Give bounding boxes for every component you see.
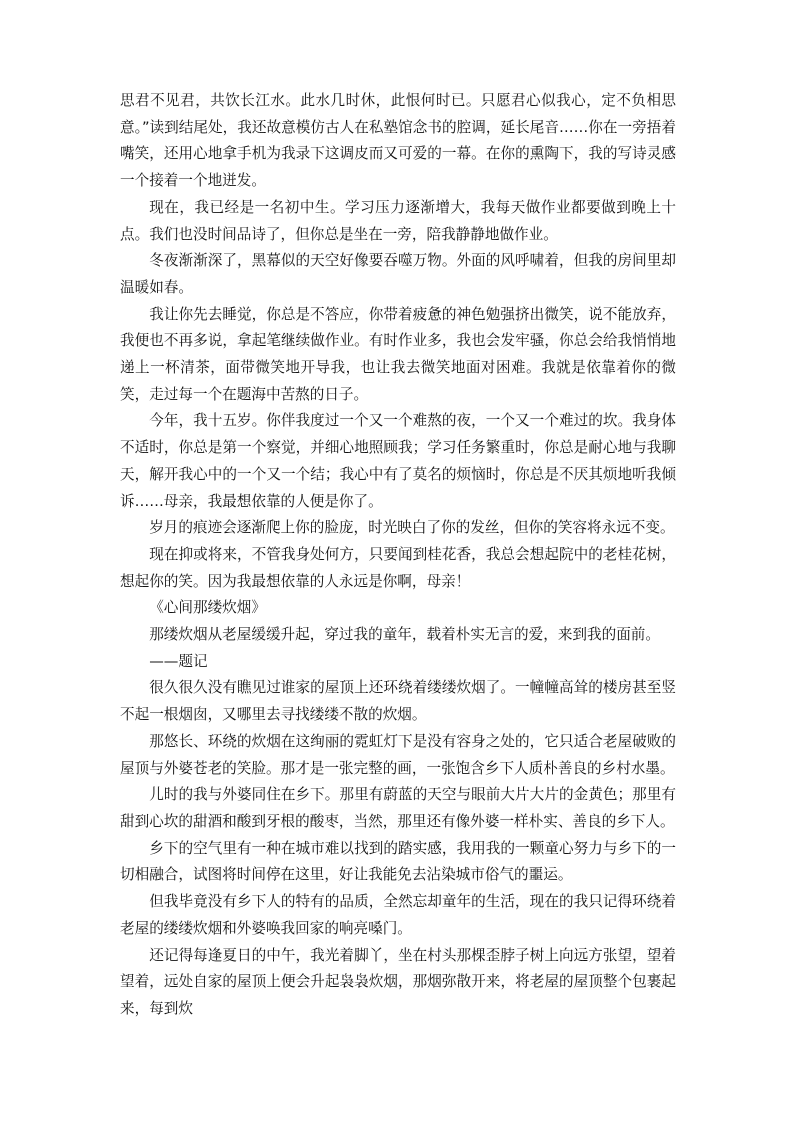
paragraph-16: 还记得每逢夏日的中午，我光着脚丫，坐在村头那棵歪脖子树上向远方张望，望着望着，远处自家的屋顶上便会升起袅袅炊烟，那烟弥散开来，将老屋的屋顶整个包裹起来，每到炊 <box>120 946 676 1017</box>
paragraph-14: 乡下的空气里有一种在城市难以找到的踏实感，我用我的一颗童心努力与乡下的一切相融合，试图将时间停在这里，好让我能免去沾染城市俗气的噩运。 <box>120 839 676 884</box>
paragraph-7: 现在抑或将来，不管我身处何方，只要闻到桂花香，我总会想起院中的老桂花树，想起你的笑。因为我最想依靠的人永远是你啊，母亲！ <box>120 545 676 590</box>
epigraph-label: ——题记 <box>149 652 208 670</box>
document-body <box>120 88 676 1023</box>
paragraph-5: 今年，我十五岁。你伴我度过一个又一个难熬的夜，一个又一个难过的坎。我身体不适时，你总是第一个察觉，并细心地照顾我；学习任务繁重时，你总是耐心地与我聊天，解开我心中的一个又一个结；我心中有了莫名的烦恼时，你总是不厌其烦地听我倾诉……母亲，我最想依靠的人便是你了。 <box>120 412 676 510</box>
essay-title: 《心间那缕炊烟》 <box>149 599 266 617</box>
paragraph-13: 儿时的我与外婆同住在乡下。那里有蔚蓝的天空与眼前大片大片的金黄色；那里有甜到心坎的甜酒和酸到牙根的酸枣，当然，那里还有像外婆一样朴实、善良的乡下人。 <box>120 786 676 830</box>
paragraph-4: 我让你先去睡觉，你总是不答应，你带着疲惫的神色勉强挤出微笑，说不能放弃，我便也不再多说，拿起笔继续做作业。有时作业多，我也会发牢骚，你总会给我悄悄地递上一杯清茶，面带微笑地开导我，也让我去微笑地面对困难。我就是依靠着你的微笑，走过每一个在题海中苦熬的日子。 <box>120 305 676 403</box>
paragraph-12: 那悠长、环绕的炊烟在这绚丽的霓虹灯下是没有容身之处的，它只适合老屋破败的屋顶与外婆苍老的笑脸。那才是一张完整的画，一张饱含乡下人质朴善良的乡村水墨。 <box>120 732 676 777</box>
paragraph-1: 思君不见君，共饮长江水。此水几时休，此恨何时已。只愿君心似我心，定不负相思意。”读到结尾处，我还故意模仿古人在私塾馆念书的腔调，延长尾音……你在一旁捂着嘴笑，还用心地拿手机为我录下这调皮而又可爱的一幕。在你的熏陶下，我的写诗灵感一个接着一个地迸发。 <box>120 92 676 190</box>
epigraph: 那缕炊烟从老屋缓缓升起，穿过我的童年，载着朴实无言的爱，来到我的面前。 <box>149 626 660 644</box>
paragraph-15: 但我毕竟没有乡下人的特有的品质，全然忘却童年的生活，现在的我只记得环绕着老屋的缕缕炊烟和外婆唤我回家的响亮嗓门。 <box>120 893 676 937</box>
paragraph-3: 冬夜渐渐深了，黑幕似的天空好像要吞噬万物。外面的风呼啸着，但我的房间里却温暖如春。 <box>120 252 676 296</box>
paragraph-6: 岁月的痕迹会逐渐爬上你的脸庞，时光映白了你的发丝，但你的笑容将永远不变。 <box>149 519 675 537</box>
paragraph-2: 现在，我已经是一名初中生。学习压力逐渐增大，我每天做作业都要做到晚上十点。我们也没时间品诗了，但你总是坐在一旁，陪我静静地做作业。 <box>120 198 676 243</box>
paragraph-11: 很久很久没有瞧见过谁家的屋顶上还环绕着缕缕炊烟了。一幢幢高耸的楼房甚至竖不起一根烟囱，又哪里去寻找缕缕不散的炊烟。 <box>120 679 676 724</box>
